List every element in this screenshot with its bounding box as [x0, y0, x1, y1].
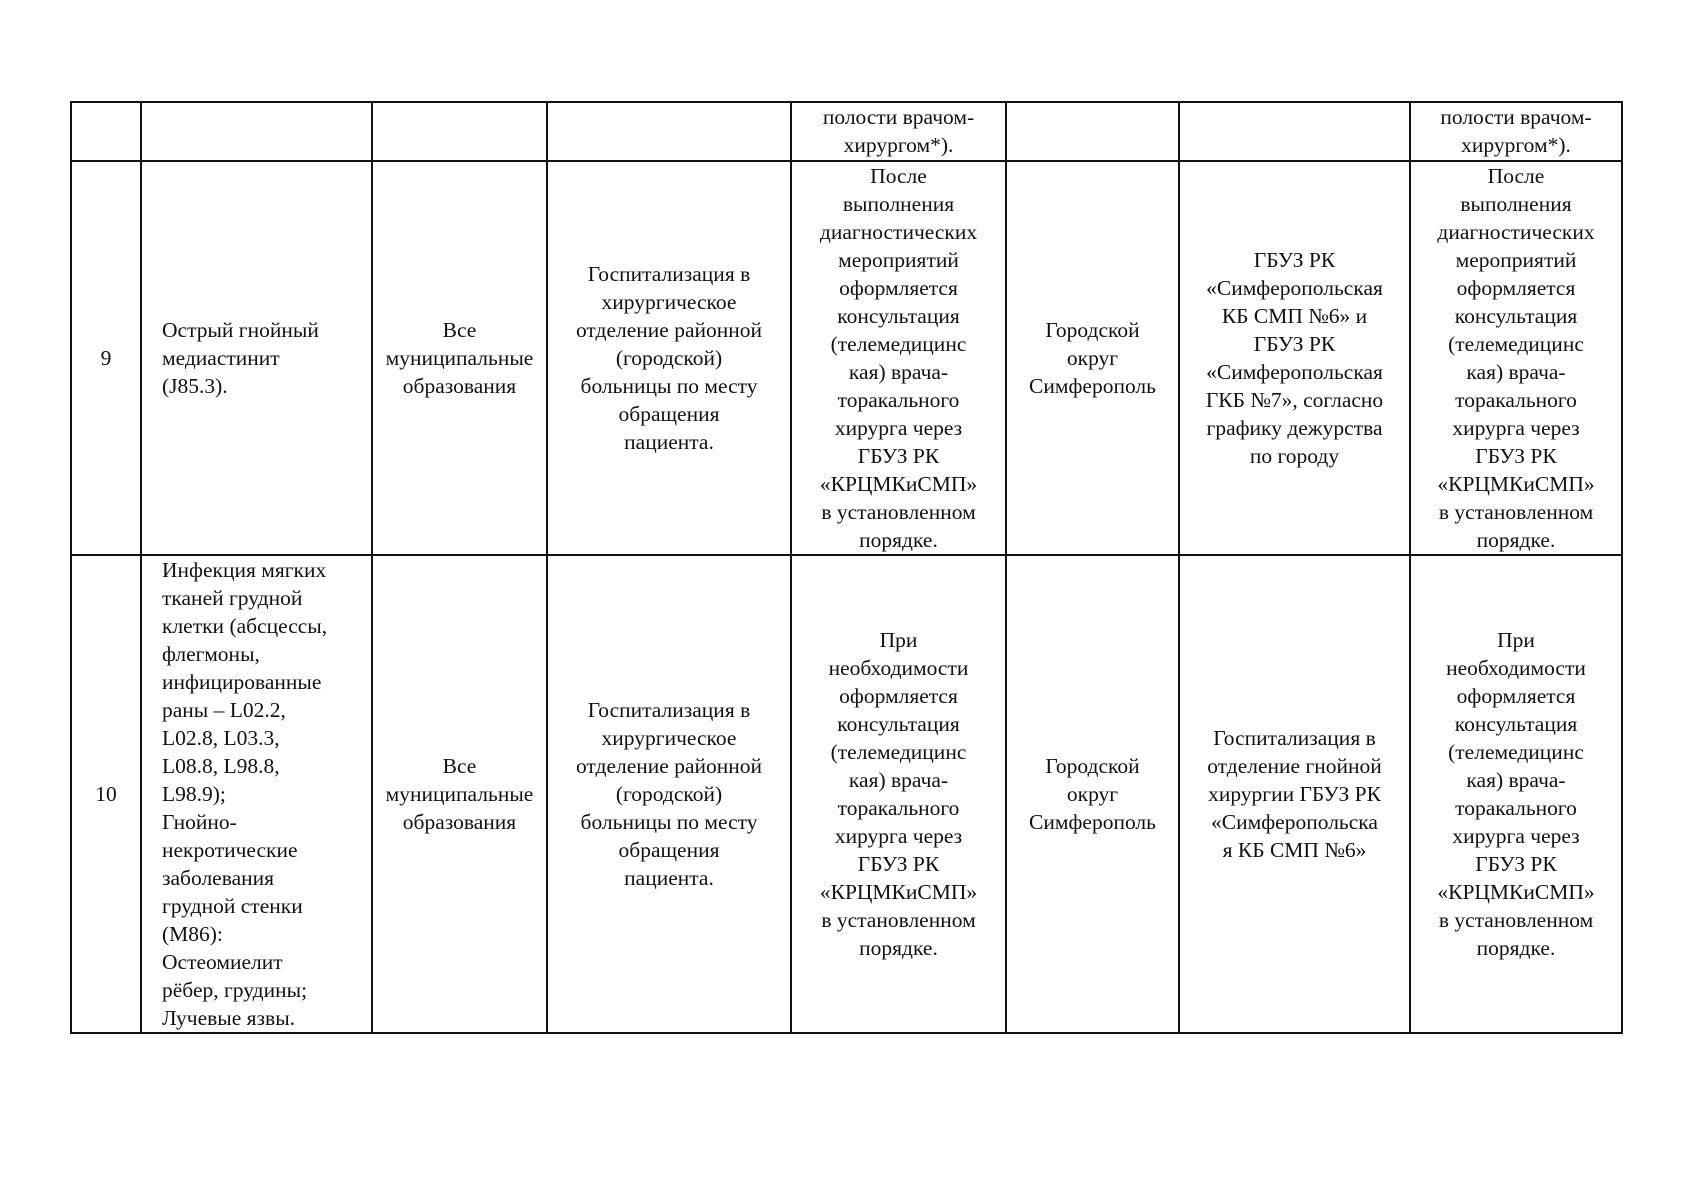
row-number-cell: 10 [71, 555, 141, 1033]
municipalities-cell [372, 102, 547, 161]
hospital-cell [1179, 102, 1410, 161]
diagnosis-cell: Инфекция мягких тканей грудной клетки (абсцессы, флегмоны, инфицированные раны – L02.2, L02.8, L03.3, L08.8, L98.8, L98.9); Гнойно- некротические заболевания грудной стенки (M86): Остеомиелит рёбер, грудины; Лучевые язвы. [141, 555, 372, 1033]
table-row [71, 555, 1622, 1033]
consultation-cell: полости врачом- хирургом*). [791, 102, 1006, 161]
consultation-cell-2: При необходимости оформляется консультация (телемедицинс кая) врача- торакального хирурга через ГБУЗ РК «КРЦМКиСМП» в установленном порядке. [1410, 555, 1622, 1033]
hospital-cell: Госпитализация в отделение гнойной хирургии ГБУЗ РК «Симферопольска я КБ СМП №6» [1179, 555, 1410, 1033]
consultation-cell: При необходимости оформляется консультация (телемедицинс кая) врача- торакального хирурга через ГБУЗ РК «КРЦМКиСМП» в установленном порядке. [791, 555, 1006, 1033]
diagnosis-cell: Острый гнойный медиастинит (J85.3). [141, 161, 372, 555]
district-cell: Городской округ Симферополь [1006, 555, 1179, 1033]
municipalities-cell: Все муниципальные образования [372, 161, 547, 555]
primary-care-cell [547, 102, 791, 161]
consultation-cell-2: После выполнения диагностических мероприятий оформляется консультация (телемедицинс кая) врача- торакального хирурга через ГБУЗ РК «КРЦМКиСМП» в установленном порядке. [1410, 161, 1622, 555]
district-cell: Городской округ Симферополь [1006, 161, 1179, 555]
routing-table [70, 101, 1623, 1034]
hospital-cell: ГБУЗ РК «Симферопольская КБ СМП №6» и ГБУЗ РК «Симферопольская ГКБ №7», согласно графику дежурства по городу [1179, 161, 1410, 555]
diagnosis-cell [141, 102, 372, 161]
row-number-cell: 9 [71, 161, 141, 555]
consultation-cell-2: полости врачом- хирургом*). [1410, 102, 1622, 161]
primary-care-cell: Госпитализация в хирургическое отделение районной (городской) больницы по месту обращения пациента. [547, 555, 791, 1033]
table-row [71, 102, 1622, 161]
table-row [71, 161, 1622, 555]
municipalities-cell: Все муниципальные образования [372, 555, 547, 1033]
district-cell [1006, 102, 1179, 161]
row-number-cell [71, 102, 141, 161]
primary-care-cell: Госпитализация в хирургическое отделение районной (городской) больницы по месту обращения пациента. [547, 161, 791, 555]
consultation-cell: После выполнения диагностических мероприятий оформляется консультация (телемедицинс кая) врача- торакального хирурга через ГБУЗ РК «КРЦМКиСМП» в установленном порядке. [791, 161, 1006, 555]
